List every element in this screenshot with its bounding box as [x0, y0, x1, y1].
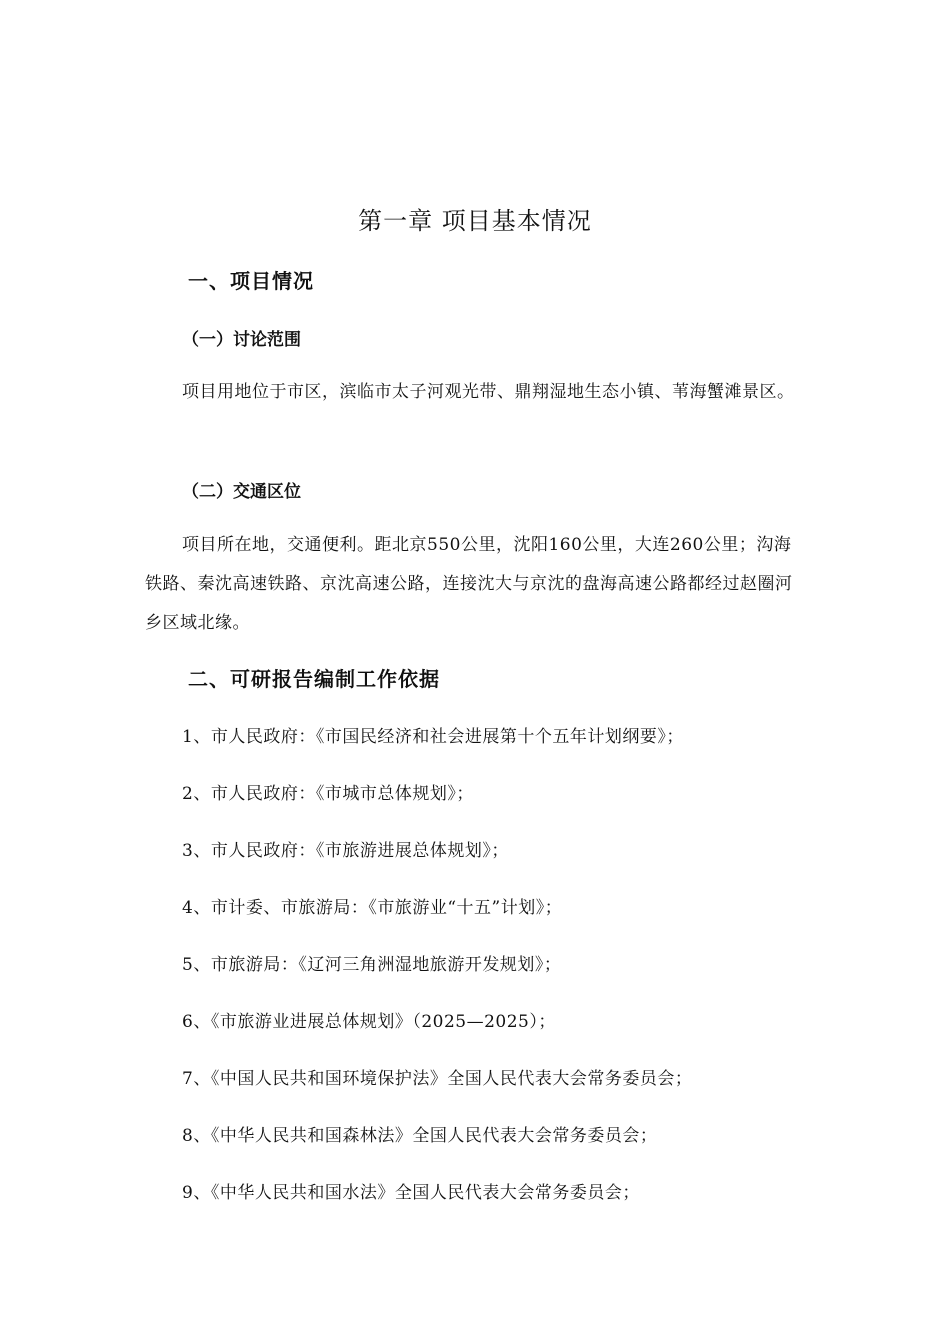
- chapter-title: 第一章 项目基本情况: [358, 207, 592, 235]
- section-heading-basis: 二、可研报告编制工作依据: [188, 667, 440, 691]
- list-item: 5、市旅游局：《辽河三角洲湿地旅游开发规划》；: [182, 955, 562, 975]
- section-heading-project-overview: 一、项目情况: [188, 269, 314, 293]
- list-item: 3、市人民政府：《市旅游进展总体规划》；: [182, 841, 509, 861]
- paragraph-location: 项目所在地，交通便利。距北京550公里，沈阳160公里，大连260公里；沟海铁路、秦沈高速铁路、京沈高速公路，连接沈大与京沈的盘海高速公路都经过赵圈河乡区域北缘。: [145, 535, 793, 633]
- list-item: 6、《市旅游业进展总体规划》（2025—2025）；: [182, 1012, 556, 1032]
- subsection-heading-location: （二）交通区位: [182, 482, 301, 502]
- list-item: 1、市人民政府：《市国民经济和社会进展第十个五年计划纲要》；: [182, 727, 684, 747]
- subsection-heading-scope: （一）讨论范围: [182, 330, 301, 350]
- list-item: 4、市计委、市旅游局：《市旅游业“十五”计划》；: [182, 898, 563, 918]
- list-item: 9、《中华人民共和国水法》全国人民代表大会常务委员会；: [182, 1183, 640, 1203]
- list-item: 8、《中华人民共和国森林法》全国人民代表大会常务委员会；: [182, 1126, 658, 1146]
- paragraph-scope: 项目用地位于市区，滨临市太子河观光带、鼎翔湿地生态小镇、苇海蟹滩景区。: [182, 382, 795, 402]
- list-item: 7、《中国人民共和国环境保护法》全国人民代表大会常务委员会；: [182, 1069, 693, 1089]
- list-item: 2、市人民政府：《市城市总体规划》；: [182, 784, 474, 804]
- basis-list: [182, 718, 802, 1231]
